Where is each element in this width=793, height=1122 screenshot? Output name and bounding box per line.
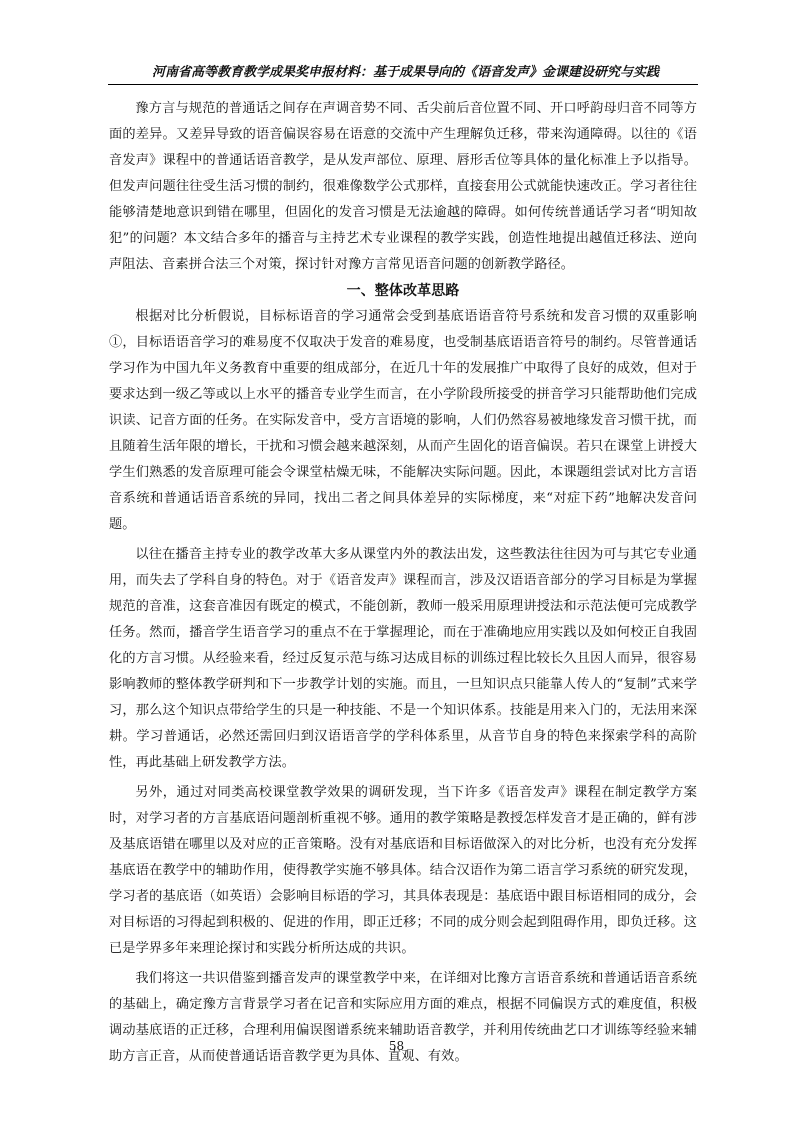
document-header: 河南省高等教育教学成果奖申报材料：基于成果导向的《语音发声》金课建设研究与实践: [151, 65, 659, 80]
body-paragraph-2: 以往在播音主持专业的教学改革大多从课堂内外的教法出发，这些教法往往因为可与其它专业通用，而失去了学科自身的特色。对于《语音发声》课程而言，涉及汉语语音部分的学习目标是为掌握规范的音准，这套音准因有既定的模式，不能创新，教师一般采用原理讲授法和示范法便可完成教学任务。然而，播音学生语音学习的重点不在于掌握理论，而在于准确地应用实践以及如何校正自我固化的方言习惯。从经验来看，经过反复示范与练习达成目标的训练过程比较长久且因人而异，很容易影响教师的整体教学研判和下一步教学计划的实施。而且，一旦知识点只能靠人传人的“复制”式来学习，那么这个知识点带给学生的只是一种技能、不是一个知识体系。技能是用来入门的，无法用来深耕。学习普通话，必然还需回归到汉语语音学的学科体系里，从音节自身的特色来探索学科的高阶性，再此基础上研发教学方法。: [109, 547, 697, 770]
body-paragraph-1: 根据对比分析假说，目标标语音的学习通常会受到基底语语音符号系统和发音习惯的双重影响①，目标语语音学习的难易度不仅取决于发音的难易度，也受制基底语语音符号的制约。尽管普通话学习作为中国九年义务教育中重要的组成部分，在近几十年的发展推广中取得了良好的成效，但对于要求达到一级乙等或以上水平的播音专业学生而言，在小学阶段所接受的拼音学习只能帮助他们完成识读、记音方面的任务。在实际发音中，受方言语境的影响，人们仍然容易被地缘发音习惯干扰，而且随着生活年限的增长，干扰和习惯会越来越深刻，从而产生固化的语音偏误。若只在课堂上讲授大学生们熟悉的发音原理可能会令课堂枯燥无味，不能解决实际问题。因此，本课题组尝试对比方言语音系统和普通话语音系统的异同，找出二者之间具体差异的实际梯度，来“对症下药”地解决发音问题。: [109, 309, 697, 532]
document-body: [109, 96, 697, 1070]
section-heading: 一、整体改革思路: [346, 283, 460, 299]
body-paragraph-3: 另外，通过对同类高校课堂教学效果的调研发现，当下许多《语音发声》课程在制定教学方案时，对学习者的方言基底语问题剖析重视不够。通用的教学策略是教授怎样发音才是正确的，鲜有涉及基底语错在哪里以及对应的正音策略。没有对基底语和目标语做深入的对比分析，也没有充分发挥基底语在教学中的辅助作用，使得教学实施不够具体。结合汉语作为第二语言学习系统的研究发现，学习者的基底语（如英语）会影响目标语的学习，其具体表现是：基底语中跟目标语相同的成分，会对目标语的习得起到积极的、促进的作用，即正迁移；不同的成分则会起到阻碍作用，即负迁移。这已是学界多年来理论探讨和实践分析所达成的共识。: [109, 785, 697, 956]
body-paragraph-4: 我们将这一共识借鉴到播音发声的课堂教学中来，在详细对比豫方言语音系统和普通话语音系统的基础上，确定豫方言背景学习者在记音和实际应用方面的难点，根据不同偏误方式的难度值，积极调动基底语的正迁移，合理利用偏误图谱系统来辅助语音教学，并利用传统曲艺口才训练等经验来辅助方言正音，从而使普通话语音教学更为具体、直观、有效。: [109, 971, 697, 1064]
header-divider: [108, 84, 698, 85]
page-number: 58: [388, 1039, 405, 1053]
intro-paragraph: 豫方言与规范的普通话之间存在声调音势不同、舌尖前后音位置不同、开口呼韵母归音不同等方面的差异。又差异导致的语音偏误容易在语意的交流中产生理解负迁移，带来沟通障碍。以往的《语音发声》课程中的普通话语音教学，是从发声部位、原理、唇形舌位等具体的量化标准上予以指导。但发声问题往往受生活习惯的制约，很难像数学公式那样，直接套用公式就能快速改正。学习者往往能够清楚地意识到错在哪里，但固化的发音习惯是无法逾越的障碍。如何传统普通话学习者“明知故犯”的问题？本文结合多年的播音与主持艺术专业课程的教学实践，创造性地提出越值迁移法、逆向声阻法、音素拼合法三个对策，探讨针对豫方言常见语音问题的创新教学路径。: [109, 101, 697, 272]
